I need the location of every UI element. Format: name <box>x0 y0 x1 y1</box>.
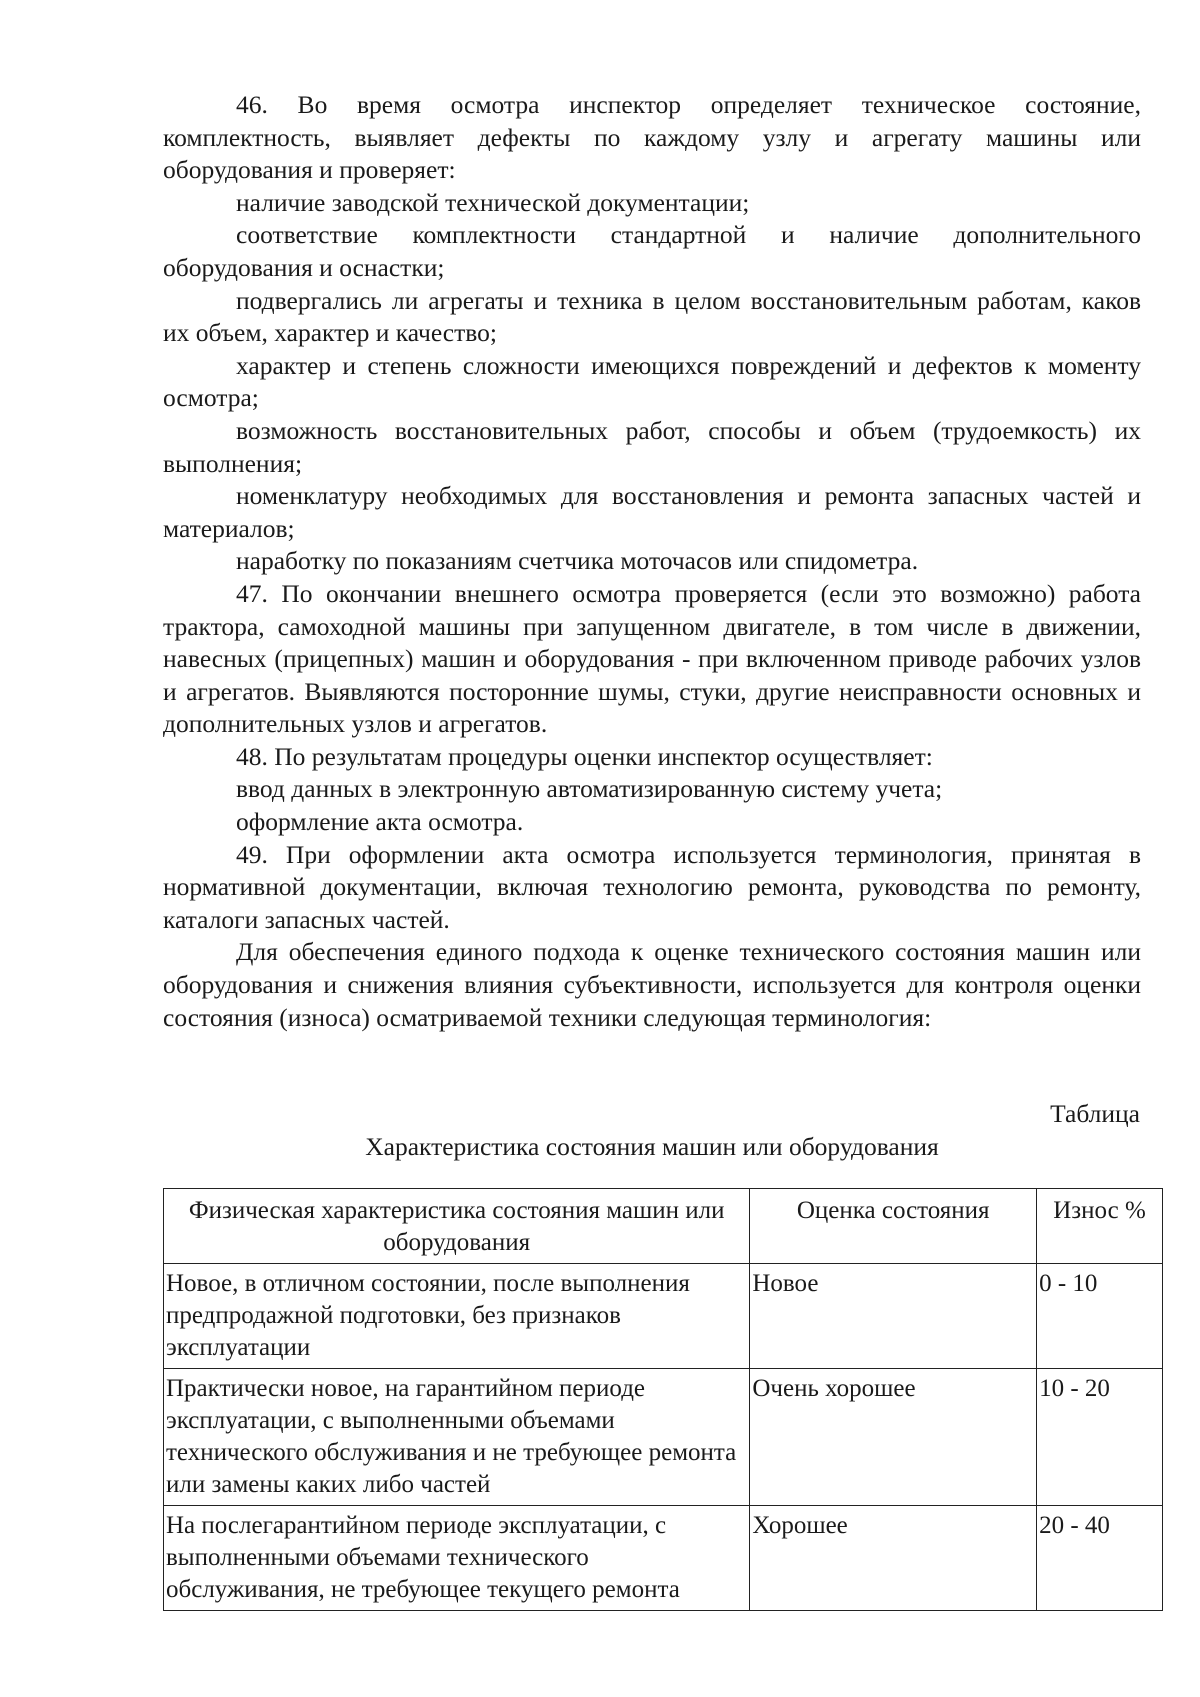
paragraph-item-operating-hours: наработку по показаниям счетчика моточасов или спидометра. <box>236 546 919 576</box>
condition-table <box>163 1188 1163 1611</box>
table-header-row <box>164 1189 1163 1264</box>
paragraph-item-parts: номенклатуру необходимых для восстановления и ремонта запасных частей и материалов; <box>163 481 1141 543</box>
header-wear: Износ % <box>1037 1189 1163 1264</box>
paragraph-item-restoration: подвергались ли агрегаты и техника в целом восстановительным работам, каков их объем, характер и качество; <box>163 285 1141 348</box>
cell-rating: Новое <box>750 1264 1037 1369</box>
paragraph-item-data-entry: ввод данных в электронную автоматизированную систему учета; <box>236 774 943 804</box>
paragraph-item-damage: характер и степень сложности имеющихся повреждений и дефектов к моменту осмотра; <box>163 350 1141 413</box>
table-row <box>164 1369 1163 1506</box>
paragraph-49: 49. При оформлении акта осмотра используется терминология, принятая в нормативной документации, включая технологию ремонта, руководства по ремонту, каталоги запасных частей. <box>163 839 1141 934</box>
paragraph-48: 48. По результатам процедуры оценки инспектор осуществляет: <box>236 741 933 771</box>
paragraph-item-completeness: соответствие комплектности стандартной и наличие дополнительного оборудования и оснастки; <box>163 220 1141 282</box>
cell-description: Практически новое, на гарантийном периоде эксплуатации, с выполненными объемами технического обслуживания и не требующее ремонта или замены каких либо частей <box>164 1369 750 1506</box>
cell-rating: Хорошее <box>750 1506 1037 1611</box>
header-rating: Оценка состояния <box>750 1189 1037 1264</box>
cell-description: На послегарантийном периоде эксплуатации, с выполненными объемами технического обслуживания, не требующее текущего ремонта <box>164 1506 750 1611</box>
paragraph-item-act: оформление акта осмотра. <box>236 807 524 837</box>
paragraph-terminology: Для обеспечения единого подхода к оценке технического состояния машин или оборудования и снижения влияния субъективности, используется для контроля оценки состояния (износа) осматриваемой техники следующая терминология: <box>163 937 1141 1032</box>
paragraph-item-repair-possibility: возможность восстановительных работ, способы и объем (трудоемкость) их выполнения; <box>163 415 1141 478</box>
cell-description: Новое, в отличном состоянии, после выполнения предпродажной подготовки, без признаков эксплуатации <box>164 1264 750 1369</box>
paragraph-item-documentation: наличие заводской технической документации; <box>236 187 750 217</box>
cell-wear: 10 - 20 <box>1037 1369 1163 1506</box>
paragraph-47: 47. По окончании внешнего осмотра проверяется (если это возможно) работа трактора, самоходной машины при запущенном двигателе, в том числе в движении, навесных (прицепных) машин и оборудования - при включенном приводе рабочих узлов и агрегатов. Выявляются посторонние шумы, стуки, другие неисправности основных и дополнительных узлов и агрегатов. <box>163 578 1141 739</box>
cell-rating: Очень хорошее <box>750 1369 1037 1506</box>
table-label: Таблица <box>1050 1099 1140 1128</box>
table-title: Характеристика состояния машин или оборудования <box>365 1132 939 1161</box>
table-row <box>164 1506 1163 1611</box>
body-text <box>163 89 1141 1034</box>
cell-wear: 20 - 40 <box>1037 1506 1163 1611</box>
cell-wear: 0 - 10 <box>1037 1264 1163 1369</box>
header-description: Физическая характеристика состояния машин или оборудования <box>164 1189 750 1264</box>
table-row <box>164 1264 1163 1369</box>
paragraph-46: 46. Во время осмотра инспектор определяет техническое состояние, комплектность, выявляет дефекты по каждому узлу и агрегату машины или оборудования и проверяет: <box>163 90 1141 185</box>
